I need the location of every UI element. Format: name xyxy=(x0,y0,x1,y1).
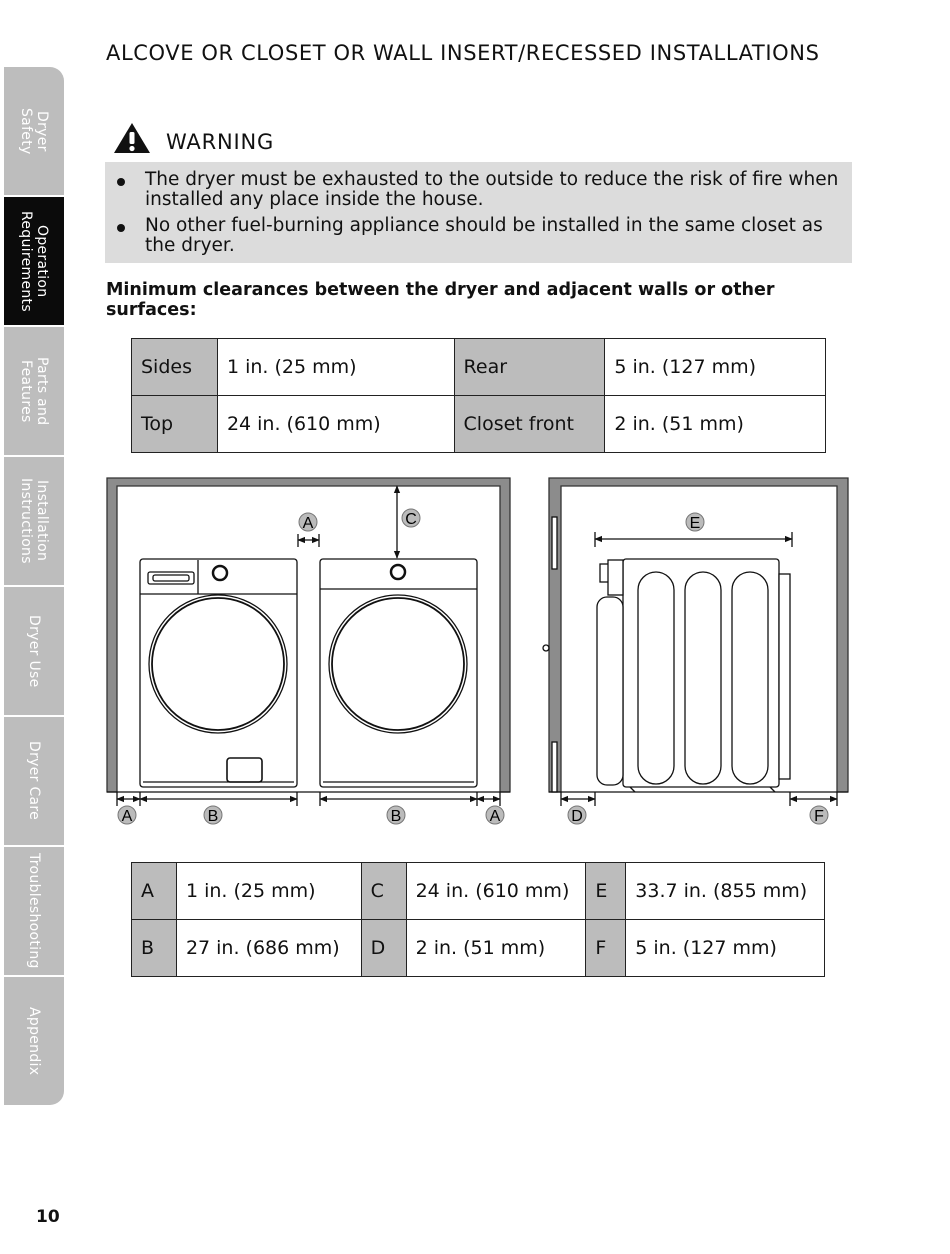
callout-a-left xyxy=(118,806,136,825)
callout-a-top xyxy=(299,513,317,532)
table-row xyxy=(132,396,826,453)
table-cell: Closet front xyxy=(454,396,605,453)
table-cell: 33.7 in. (855 mm) xyxy=(626,863,825,920)
table-row xyxy=(132,339,826,396)
table-row xyxy=(132,863,825,920)
table-cell: 1 in. (25 mm) xyxy=(176,863,361,920)
table-cell: 24 in. (610 mm) xyxy=(217,396,454,453)
callout-a-right xyxy=(486,806,504,825)
svg-text:A: A xyxy=(121,808,133,825)
table-cell: Rear xyxy=(454,339,605,396)
table-cell: D xyxy=(361,920,406,977)
tab-label: Parts and Features xyxy=(18,356,50,426)
dryer-front-illustration xyxy=(320,559,477,787)
warning-box xyxy=(105,162,852,263)
svg-text:E: E xyxy=(689,515,701,532)
svg-text:C: C xyxy=(405,511,417,528)
callout-b-right xyxy=(387,806,405,825)
tab-parts-and-features[interactable] xyxy=(4,327,64,457)
table-cell: 24 in. (610 mm) xyxy=(406,863,586,920)
dimension-table xyxy=(131,862,825,977)
svg-text:B: B xyxy=(207,808,219,825)
table-cell: 1 in. (25 mm) xyxy=(217,339,454,396)
tab-dryer-safety[interactable] xyxy=(4,67,64,197)
warning-triangle-icon xyxy=(112,121,152,155)
tab-dryer-care[interactable] xyxy=(4,717,64,847)
table-cell: Top xyxy=(132,396,218,453)
table-cell: B xyxy=(132,920,177,977)
table-row xyxy=(132,920,825,977)
callout-d xyxy=(568,806,586,825)
svg-text:B: B xyxy=(390,808,402,825)
warning-item: The dryer must be exhausted to the outside to reduce the risk of fire when installed any place inside the house. xyxy=(105,170,852,209)
tab-label: Installation Instructions xyxy=(18,478,50,564)
warning-label: WARNING xyxy=(166,130,275,154)
section-tabs xyxy=(4,67,64,1105)
clearance-heading: Minimum clearances between the dryer and adjacent walls or other surfaces: xyxy=(106,280,775,320)
callout-f xyxy=(810,806,828,825)
table-cell: E xyxy=(586,863,626,920)
tab-installation-instructions[interactable] xyxy=(4,457,64,587)
table-cell: 2 in. (51 mm) xyxy=(406,920,586,977)
clearance-table xyxy=(131,338,826,453)
table-cell: A xyxy=(132,863,177,920)
tab-label: Dryer Use xyxy=(26,614,42,688)
callout-e xyxy=(686,513,704,532)
warning-header xyxy=(112,121,274,155)
dryer-side-illustration xyxy=(597,559,790,792)
svg-text:D: D xyxy=(571,808,583,825)
table-cell: 5 in. (127 mm) xyxy=(605,339,826,396)
clearance-diagram xyxy=(100,472,860,832)
warning-item: No other fuel-burning appliance should be installed in the same closet as the dryer. xyxy=(105,216,852,255)
warning-list xyxy=(105,162,852,255)
page-number: 10 xyxy=(36,1207,60,1227)
tab-troubleshooting[interactable] xyxy=(4,847,64,977)
tab-operation-requirements[interactable] xyxy=(4,197,64,327)
tab-label: Operation Requirements xyxy=(18,210,50,312)
svg-text:A: A xyxy=(302,515,314,532)
tab-dryer-use[interactable] xyxy=(4,587,64,717)
svg-text:F: F xyxy=(814,808,824,825)
tab-appendix[interactable] xyxy=(4,977,64,1105)
tab-label: Dryer Care xyxy=(26,741,42,821)
washer-illustration xyxy=(140,559,297,787)
callout-c xyxy=(402,509,420,528)
tab-label: Troubleshooting xyxy=(26,853,42,969)
page-title: ALCOVE OR CLOSET OR WALL INSERT/RECESSED INSTALLATIONS xyxy=(106,41,820,65)
tab-label: Appendix xyxy=(26,1006,42,1076)
svg-text:A: A xyxy=(489,808,501,825)
table-cell: F xyxy=(586,920,626,977)
closet-door-hinge xyxy=(552,517,557,569)
table-cell: C xyxy=(361,863,406,920)
table-cell: 27 in. (686 mm) xyxy=(176,920,361,977)
table-cell: Sides xyxy=(132,339,218,396)
tab-label: Dryer Safety xyxy=(18,107,50,155)
callout-b-left xyxy=(204,806,222,825)
table-cell: 5 in. (127 mm) xyxy=(626,920,825,977)
table-cell: 2 in. (51 mm) xyxy=(605,396,826,453)
